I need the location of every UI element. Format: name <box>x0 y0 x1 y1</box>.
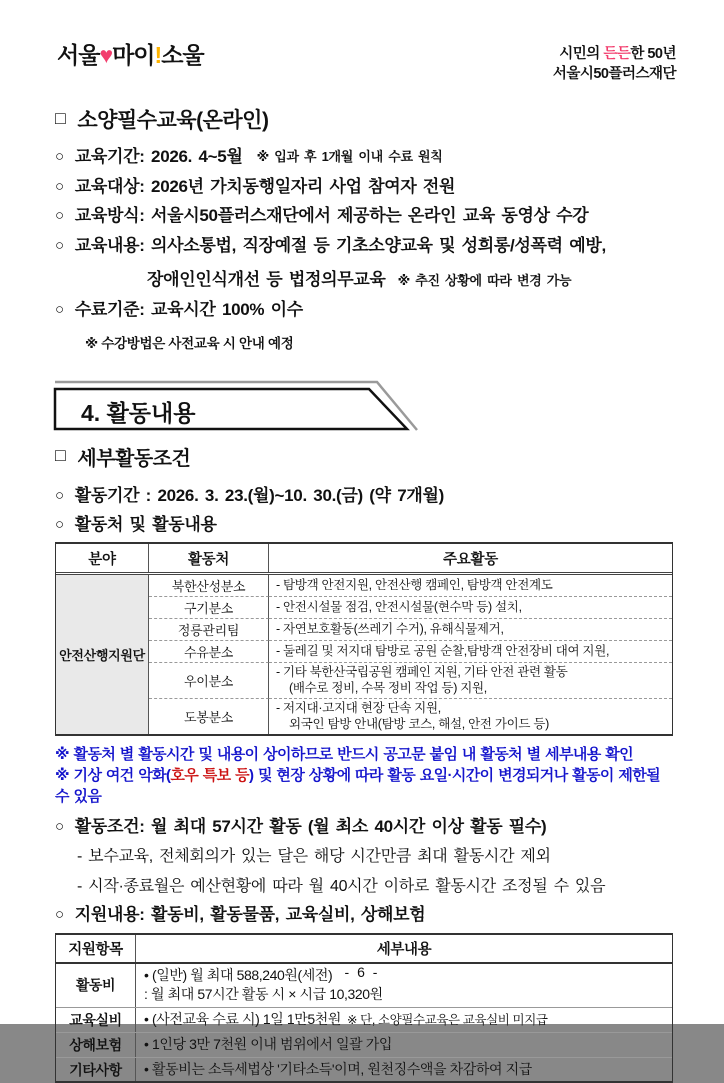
warning-note-2-post: ) 및 현장 상황에 따라 활동 요일·시간이 변경되거나 활동이 제한될 수 있음 <box>55 767 661 806</box>
education-detail-list <box>55 147 676 352</box>
list-item-activity-where <box>55 515 676 535</box>
circle-bullet-icon: ○ <box>55 906 64 924</box>
list-item-support <box>55 905 676 925</box>
edu-completion-text: 수료기준: 교육시간 100% 이수 <box>74 300 303 320</box>
circle-bullet-icon: ○ <box>55 301 64 319</box>
document-body <box>55 104 676 1083</box>
condition-text: 활동조건: 월 최대 57시간 활동 (월 최소 40시간 이상 활동 필수) <box>74 816 547 836</box>
page-header <box>57 44 676 85</box>
support-table-header <box>56 935 672 964</box>
activity-line: - 자연보호활동(쓰레기 수거), 유해식물제거, <box>276 622 504 637</box>
support-row-education-fee <box>56 1008 672 1034</box>
list-item-condition <box>55 817 676 837</box>
list-item-edu-completion <box>55 300 676 320</box>
activity-line: - 탐방객 안전지원, 안전산행 캠페인, 탐방객 안전계도 <box>276 578 553 593</box>
foundation-name: 서울시50플러스재단 <box>552 66 676 83</box>
edu-content-cont-text: 장애인인식개선 등 법정의무교육 <box>147 270 386 290</box>
circle-bullet-icon: ○ <box>55 486 64 504</box>
education-section-title <box>55 104 676 134</box>
activity-line: (배수로 정비, 수목 정비 작업 등) 지원, <box>289 681 487 696</box>
activity-line: - 기타 북한산국립공원 캠페인 지원, 기타 안전 관련 활동 <box>276 664 568 679</box>
activity-where-text: 활동처 및 활동내용 <box>74 515 217 535</box>
support-row-etc <box>56 1058 672 1082</box>
foundation-slogan <box>553 44 676 85</box>
edu-content-text: 교육내용: 의사소통법, 직장예절 등 기초소양교육 및 성희롱/성폭력 예방, <box>74 235 606 255</box>
condition-sub-1: - 보수교육, 전체회의가 있는 달은 해당 시간만큼 최대 활동시간 제외 <box>77 848 551 866</box>
col-header-branch: 활동처 <box>149 544 269 572</box>
edu-target-text: 교육대상: 2026년 가치동행일자리 사업 참여자 전원 <box>74 176 456 196</box>
edu-period-text: 교육기간: 2026. 4~5월 <box>74 147 243 166</box>
list-item-edu-target <box>55 177 676 197</box>
slogan-line1 <box>553 44 676 64</box>
edu-period-note: ※ 입과 후 1개월 이내 수료 원칙 <box>256 149 443 164</box>
logo-text-my: 마이 <box>112 42 155 68</box>
activity-period-text: 활동기간 : 2026. 3. 23.(월)~10. 30.(금) (약 7개월) <box>74 485 444 505</box>
support-detail-line: : 월 최대 57시간 활동 시 × 시급 10,320원 <box>144 986 383 1003</box>
edu-footnote: ※ 수강방법은 사전교육 시 안내 예정 <box>85 335 294 351</box>
slogan-pre: 시민의 <box>559 46 604 62</box>
warning-note-1: ※ 활동처 별 활동시간 및 내용이 상이하므로 반드시 공고문 붙임 내 활동처 별 세부내용 확인 <box>55 745 633 763</box>
list-item-edu-content <box>55 236 676 256</box>
support-row-label: 활동비 <box>56 964 136 1007</box>
warning-note-2 <box>55 765 676 808</box>
support-row-label: 교육실비 <box>56 1008 136 1033</box>
support-detail-note: ※ 단, 소양필수교육은 교육실비 미지급 <box>347 1012 548 1027</box>
branch-cell: 수유분소 <box>149 641 269 663</box>
support-row-insurance <box>56 1033 672 1058</box>
slogan-post: 한 50년 <box>630 46 676 62</box>
col-header-field: 분야 <box>56 544 149 572</box>
condition-sub-2: - 시작·종료월은 예산현황에 따라 월 40시간 이하로 활동시간 조정될 수 있음 <box>77 878 606 896</box>
activity-table <box>55 542 673 736</box>
support-detail-line: • (사전교육 수료 시) 1일 1만5천원 <box>144 1010 341 1027</box>
branch-cell: 우이분소 <box>149 663 269 699</box>
activity-table-body <box>56 575 672 734</box>
field-cell: 안전산행지원단 <box>56 575 149 734</box>
condition-block <box>55 817 676 925</box>
circle-bullet-icon: ○ <box>55 516 64 534</box>
section-4-banner <box>55 379 423 429</box>
activity-line: - 저지대·고지대 현장 단속 지원, <box>276 700 441 715</box>
section-4-title: 4. 활동내용 <box>81 399 196 426</box>
list-item-activity-period <box>55 486 676 506</box>
activity-cell <box>269 699 672 734</box>
col-header-support-item: 지원항목 <box>56 935 136 962</box>
activity-cell <box>269 619 672 641</box>
activity-table-header <box>56 544 672 575</box>
logo-text-seoul: 서울 <box>57 42 100 68</box>
edu-content-cont-note: ※ 추진 상황에 따라 변경 가능 <box>397 273 572 289</box>
list-item-edu-method <box>55 206 676 226</box>
activity-cell <box>269 597 672 619</box>
branch-cell: 북한산성분소 <box>149 575 269 597</box>
edu-content-continuation <box>147 265 676 290</box>
support-table <box>55 933 673 1083</box>
activity-subsection-title <box>55 442 676 471</box>
warning-note-2-pre: ※ 기상 여건 악화( <box>55 767 171 785</box>
support-row-label: 상해보험 <box>56 1033 136 1057</box>
slogan-emphasis: 든든 <box>603 46 631 62</box>
edu-method-text: 교육방식: 서울시50플러스재단에서 제공하는 온라인 교육 동영상 수강 <box>74 206 589 226</box>
activity-cell <box>269 641 672 663</box>
branch-cell: 구기분소 <box>149 597 269 619</box>
circle-bullet-icon: ○ <box>55 177 64 195</box>
col-header-main-activity: 주요활동 <box>443 551 498 568</box>
support-text: 지원내용: 활동비, 활동물품, 교육실비, 상해보험 <box>74 905 426 925</box>
activity-cell <box>269 663 672 699</box>
support-row-detail: • 1인당 3만 7천원 이내 범위에서 일괄 가입 <box>144 1036 392 1053</box>
list-item-edu-period <box>55 147 676 167</box>
page-number: - 6 - <box>344 964 380 980</box>
square-bullet-icon: □ <box>55 107 66 128</box>
support-row-detail <box>136 1008 672 1033</box>
heart-icon: ♥ <box>99 42 113 68</box>
warning-notes <box>55 744 676 808</box>
support-row-detail: • 활동비는 소득세법상 '기타소득'이며, 원천징수액을 차감하여 지급 <box>144 1060 532 1077</box>
activity-detail-list <box>55 486 676 535</box>
support-detail-line: • (일반) 월 최대 588,240원(세전) <box>144 966 333 983</box>
seoul-my-soul-logo <box>57 44 204 67</box>
col-header-support-detail: 세부내용 <box>376 941 432 958</box>
support-row-label: 기타사항 <box>56 1058 136 1082</box>
circle-bullet-icon: ○ <box>55 148 64 165</box>
circle-bullet-icon: ○ <box>55 236 64 254</box>
circle-bullet-icon: ○ <box>55 817 64 835</box>
circle-bullet-icon: ○ <box>55 207 64 225</box>
activity-cell <box>269 575 672 597</box>
activity-line: - 안전시설물 점검, 안전시설물(현수막 등) 설치, <box>276 600 522 615</box>
square-bullet-icon: □ <box>55 444 66 465</box>
activity-subsection-title-text: 세부활동조건 <box>77 447 191 470</box>
branch-cell: 정릉관리팀 <box>149 619 269 641</box>
logo-text-soul: 소울 <box>161 42 204 68</box>
education-section-title-text: 소양필수교육(온라인) <box>77 109 269 132</box>
warning-note-2-red: 호우 특보 등 <box>170 767 250 785</box>
exclamation-icon: ! <box>154 42 162 68</box>
activity-line: 외국인 탐방 안내(탐방 코스, 해설, 안전 가이드 등) <box>289 717 550 732</box>
branch-cell: 도봉분소 <box>149 699 269 734</box>
activity-line: - 둘레길 및 저지대 탐방로 공원 순찰,탐방객 안전장비 대여 지원, <box>276 644 610 659</box>
